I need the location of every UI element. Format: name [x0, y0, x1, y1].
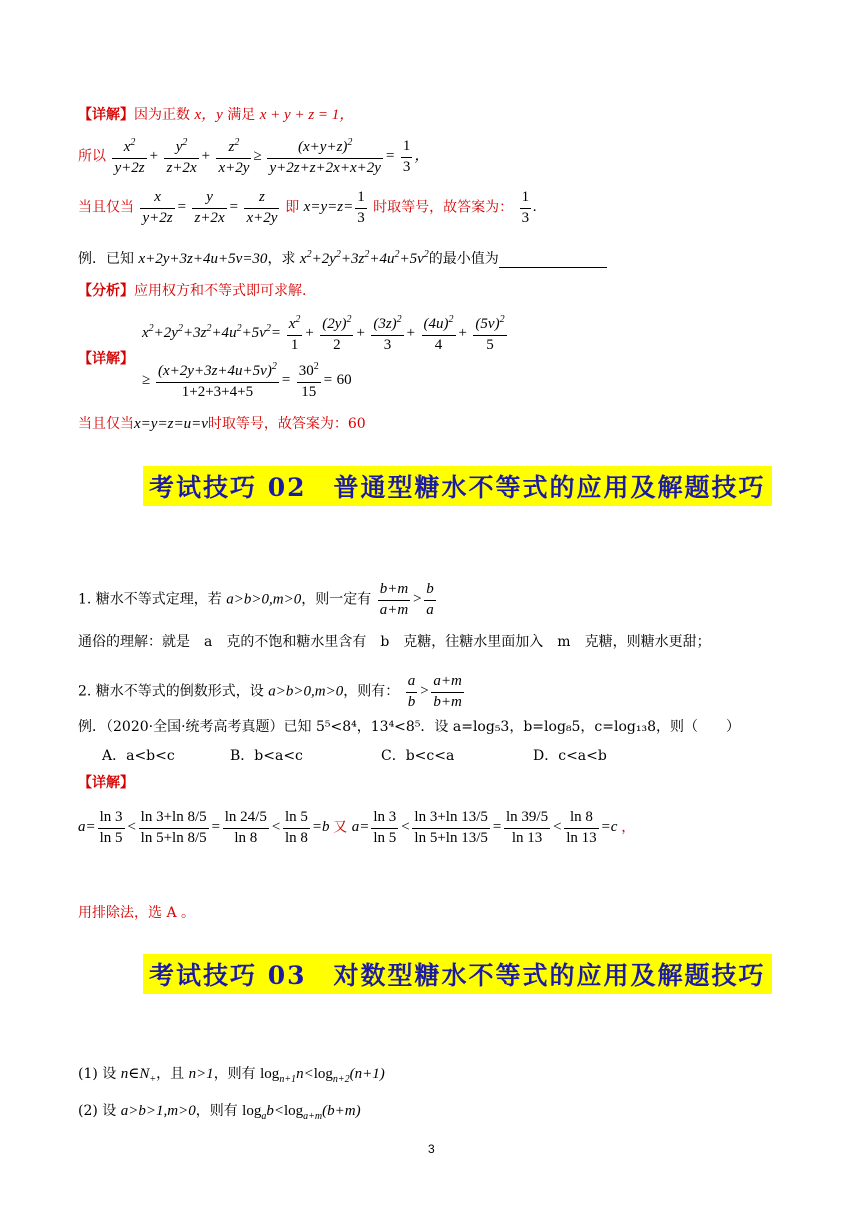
analysis-line: 【分析】应用权方和不等式即可求解. — [78, 283, 307, 299]
detail-line-1: 【详解】因为正数 x，y 满足 x + y + z = 1， — [78, 107, 355, 123]
detail-line-2: 所以 $\frac{x^2}{y+2z}$ + $\frac{y^2}{z+2x}$ + $\frac{z^2}{x+2y}$ ≥ $\frac{(x+y+z)^2}{y+2z+z+2x+x+2y}$ = $\frac{1}{3}$ ， — [78, 137, 430, 176]
log-comparison: a= $\frac{\ln 3}{\ln 5}$ < $\frac{\ln 3+\ln 8/5}{\ln 5+\ln 8/5}$ = $\frac{\ln 24/5}{\ln 8}$ < $\frac{\ln 5}{\ln 8}$ =b 又 a= $\frac{\ln 3}{\ln 5}$ < $\frac{\ln 3+\ln 13/5}{\ln 5+\ln 13/5}$ = $\frac{\ln 39/5}{\ln 13}$ < $\frac{\ln 8}{\ln 13}$ =c ， — [78, 809, 636, 846]
option-c: C．b<c<a — [381, 748, 455, 764]
answer-1: $\frac{1}{3}$ . — [521, 189, 537, 226]
conclusion: 用排除法，选 A 。 — [78, 905, 196, 921]
log-item-2: (2) 设 a>b>1,m>0，则有 $\log_ab<\log_{a+m}(b+m)$ — [78, 1103, 361, 1122]
option-b: B．b<a<c — [230, 748, 303, 764]
detail-tag-2-line: 【详解】 — [78, 351, 134, 367]
detail-tag-3: 【详解】 — [78, 775, 134, 791]
power-mean-eq-2: ≥ $\frac{(x+2y+3z+4u+5v)^2}{1+2+3+4+5}$ = $\frac{30^2}{15}$ = 60 — [142, 361, 352, 400]
detail-line-3: 当且仅当 $\frac{x}{y+2z}$ = $\frac{y}{z+2x}$ = $\frac{z}{x+2y}$ 即 x=y=z= $\frac{1}{3}$ 时取等号，故答案为： $\frac{1}{3}$ . — [78, 189, 537, 226]
inequality-sum: $\frac{x^2}{y+2z}$ + $\frac{y^2}{z+2x}$ + $\frac{z^2}{x+2y}$ ≥ $\frac{(x+y+z)^2}{y+2z+z+2x+x+2y}$ = $\frac{1}{3}$ ， — [114, 137, 430, 176]
answer-blank — [499, 253, 607, 268]
detail-tag: 【详解】 — [78, 107, 134, 123]
example-2020: 例．（2020·全国·统考高考真题）已知 5⁵<8⁴，13⁴<8⁵．设 a=log₅3，b=log₈5，c=log₁₃8，则（ ） — [78, 719, 740, 735]
example-line: 例．已知 x+2y+3z+4u+5v=30，求 $x^2+2y^2+3z^2+4u^2+5v^2$的最小值为 — [78, 248, 607, 268]
section-heading-03: 考试技巧 03 对数型糖水不等式的应用及解题技巧 — [143, 954, 772, 994]
plain-explanation: 通俗的理解：就是 a 克的不饱和糖水里含有 b 克糖，往糖水里面加入 m 克糖，则糖水更甜； — [78, 634, 711, 650]
section-heading-02: 考试技巧 02 普通型糖水不等式的应用及解题技巧 — [143, 466, 772, 506]
vars: x，y — [194, 107, 223, 123]
log-item-1: (1) 设 $n\in N_+$，且 n>1，则有 $\log_{n+1}n<\log_{n+2}(n+1)$ — [78, 1066, 385, 1085]
option-a: A．a<b<c — [102, 748, 175, 764]
condition: x + y + z = 1， — [259, 107, 355, 123]
page-number: 3 — [428, 1142, 435, 1156]
equality-condition: x=y=z= $\frac{1}{3}$ — [303, 189, 365, 226]
final-line-1: 当且仅当x=y=z=u=v时取等号，故答案为：60 — [78, 416, 366, 432]
sugar-item-1: 1. 糖水不等式定理，若 a>b>0,m>0，则一定有 $\frac{b+m}{a+m}$ > $\frac{b}{a}$ — [78, 581, 434, 618]
option-d: D．c<a<b — [533, 748, 607, 764]
power-mean-eq-1: $x^2+2y^2+3z^2+4u^2+5v^2=$ $\frac{x^2}{1}$ + $\frac{(2y)^2}{2}$ + $\frac{(3z)^2}{3}$ + $\frac{(4u)^2}{4}$ + $\frac{(5v)^2}{5}$ — [142, 314, 505, 353]
sugar-item-2: 2. 糖水不等式的倒数形式，设 a>b>0,m>0，则有： $\frac{a}{b}$ > $\frac{a+m}{b+m}$ — [78, 673, 462, 710]
